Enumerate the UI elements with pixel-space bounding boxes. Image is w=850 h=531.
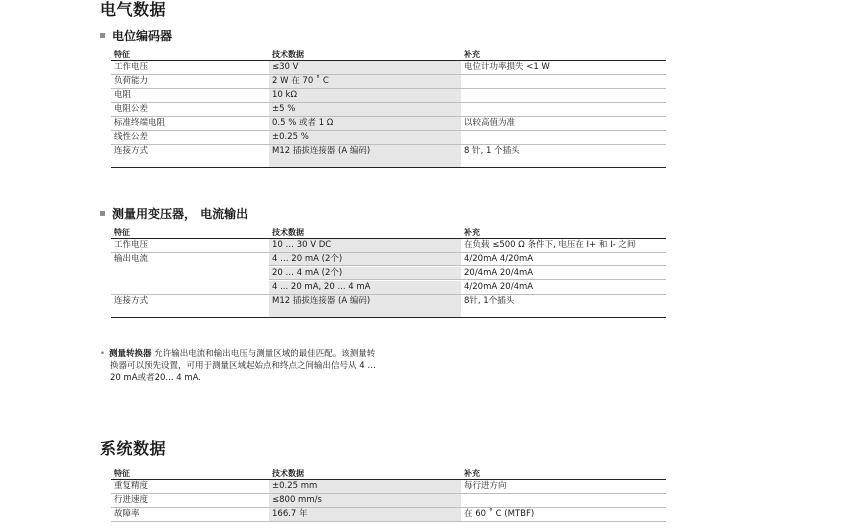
section-title-electrical: 电气数据: [100, 0, 167, 19]
table-row: [111, 508, 666, 522]
header-tech-data: 技术数据: [272, 50, 304, 59]
cell-supplement: [461, 494, 666, 507]
cell-tech-data: M12 插拔连接器 (A 编码): [269, 295, 461, 317]
cell-supplement: 8针, 1个插头: [464, 296, 515, 306]
note-bold-term: 测量转换器: [109, 349, 152, 359]
header-tech-data: 技术数据: [272, 469, 304, 478]
section-title-system: 系统数据: [100, 439, 167, 458]
cell-supplement: 20/4mA 20/4mA: [461, 267, 666, 280]
subsection-label: 电位编码器: [112, 29, 173, 43]
table-row: [111, 117, 666, 131]
note-line-3: 20 mA或者20... 4 mA.: [110, 373, 201, 383]
cell-tech-data: ±0.25 mm: [269, 480, 461, 493]
cell-feature: 负荷能力: [114, 76, 149, 86]
cell-feature: 连接方式: [114, 296, 149, 306]
cell-feature: 线性公差: [114, 132, 149, 142]
potentiometer-table: [111, 49, 666, 168]
table-row: [111, 267, 666, 281]
cell-feature: 工作电压: [114, 62, 149, 72]
cell-supplement: [461, 131, 666, 144]
cell-supplement: 4/20mA 4/20mA: [461, 253, 666, 266]
cell-tech-data: 0.5 % 或者 1 Ω: [269, 117, 461, 130]
header-supplement: 补充: [464, 228, 480, 237]
cell-tech-data: 2 W 在 70 ˚ C: [269, 75, 461, 88]
header-feature: 特征: [114, 228, 130, 237]
square-bullet-icon: [100, 33, 105, 38]
cell-supplement: [461, 75, 666, 88]
cell-feature: [111, 267, 269, 280]
cell-feature: 电阻: [114, 90, 132, 100]
table-header: [111, 468, 666, 480]
system-table: [111, 468, 666, 522]
cell-feature: 输出电流: [114, 254, 149, 264]
cell-tech-data: M12 插拔连接器 (A 编码): [269, 145, 461, 167]
table-row: [111, 239, 666, 253]
table-row: [111, 253, 666, 267]
table-row: [111, 480, 666, 494]
cell-tech-data: ≤30 V: [269, 61, 461, 74]
header-supplement: 补充: [464, 50, 480, 59]
cell-tech-data: 4 ... 20 mA, 20 ... 4 mA: [269, 281, 461, 294]
square-bullet-icon: [100, 211, 105, 216]
header-feature: 特征: [114, 50, 130, 59]
cell-tech-data: 20 … 4 mA (2个): [269, 267, 461, 280]
cell-supplement: 以较高值为准: [464, 118, 516, 128]
cell-supplement: 每行进方向: [464, 481, 507, 491]
table-row: [111, 494, 666, 508]
note-line-1: 允许输出电流和输出电压与测量区域的最佳匹配。该测量转: [154, 349, 376, 359]
table-row: [111, 295, 666, 318]
cell-feature: 标准终端电阻: [114, 118, 166, 128]
header-feature: 特征: [114, 469, 130, 478]
table-row: [111, 145, 666, 168]
cell-supplement: 在负载 ≤500 Ω 条件下, 电压在 I+ 和 I- 之间: [464, 240, 636, 250]
cell-tech-data: 10 … 30 V DC: [269, 239, 461, 252]
subsection-title-transducer: [100, 205, 248, 222]
table-header: [111, 49, 666, 61]
cell-tech-data: 166.7 年: [269, 508, 461, 521]
subsection-label: 测量用变压器， 电流输出: [112, 207, 249, 221]
transducer-table: [111, 227, 666, 318]
cell-supplement: [461, 89, 666, 102]
table-row: [111, 89, 666, 103]
cell-supplement: 电位计功率损失 <1 W: [464, 62, 550, 72]
transducer-note: [100, 348, 465, 384]
header-supplement: 补充: [464, 469, 480, 478]
cell-tech-data: 10 kΩ: [269, 89, 461, 102]
cell-supplement: [461, 103, 666, 116]
table-row: [111, 103, 666, 117]
cell-feature: 工作电压: [114, 240, 149, 250]
cell-feature: 行进速度: [114, 495, 149, 505]
cell-supplement: 8 针, 1 个插头: [464, 146, 520, 156]
cell-feature: 故障率: [114, 509, 140, 519]
cell-supplement: 在 60 ˚ C (MTBF): [464, 509, 535, 519]
subsection-title-potentiometer: [100, 27, 172, 44]
cell-tech-data: 4 … 20 mA (2个): [269, 253, 461, 266]
table-row: [111, 61, 666, 75]
cell-supplement: 4/20mA 20/4mA: [464, 282, 534, 292]
table-row: [111, 75, 666, 89]
cell-tech-data: ±0.25 %: [269, 131, 461, 144]
cell-tech-data: ≤800 mm/s: [269, 494, 461, 507]
cell-feature: 连接方式: [114, 146, 149, 156]
note-line-2: 换器可以预先设置，可用于测量区域起始点和终点之间输出信号从 4 …: [110, 361, 376, 371]
cell-feature: 电阻公差: [114, 104, 149, 114]
table-header: [111, 227, 666, 239]
table-row: [111, 131, 666, 145]
header-tech-data: 技术数据: [272, 228, 304, 237]
bullet-icon: •: [100, 349, 106, 359]
cell-tech-data: ±5 %: [269, 103, 461, 116]
table-row: [111, 281, 666, 295]
cell-feature: 重复精度: [114, 481, 149, 491]
cell-feature: [111, 281, 269, 294]
